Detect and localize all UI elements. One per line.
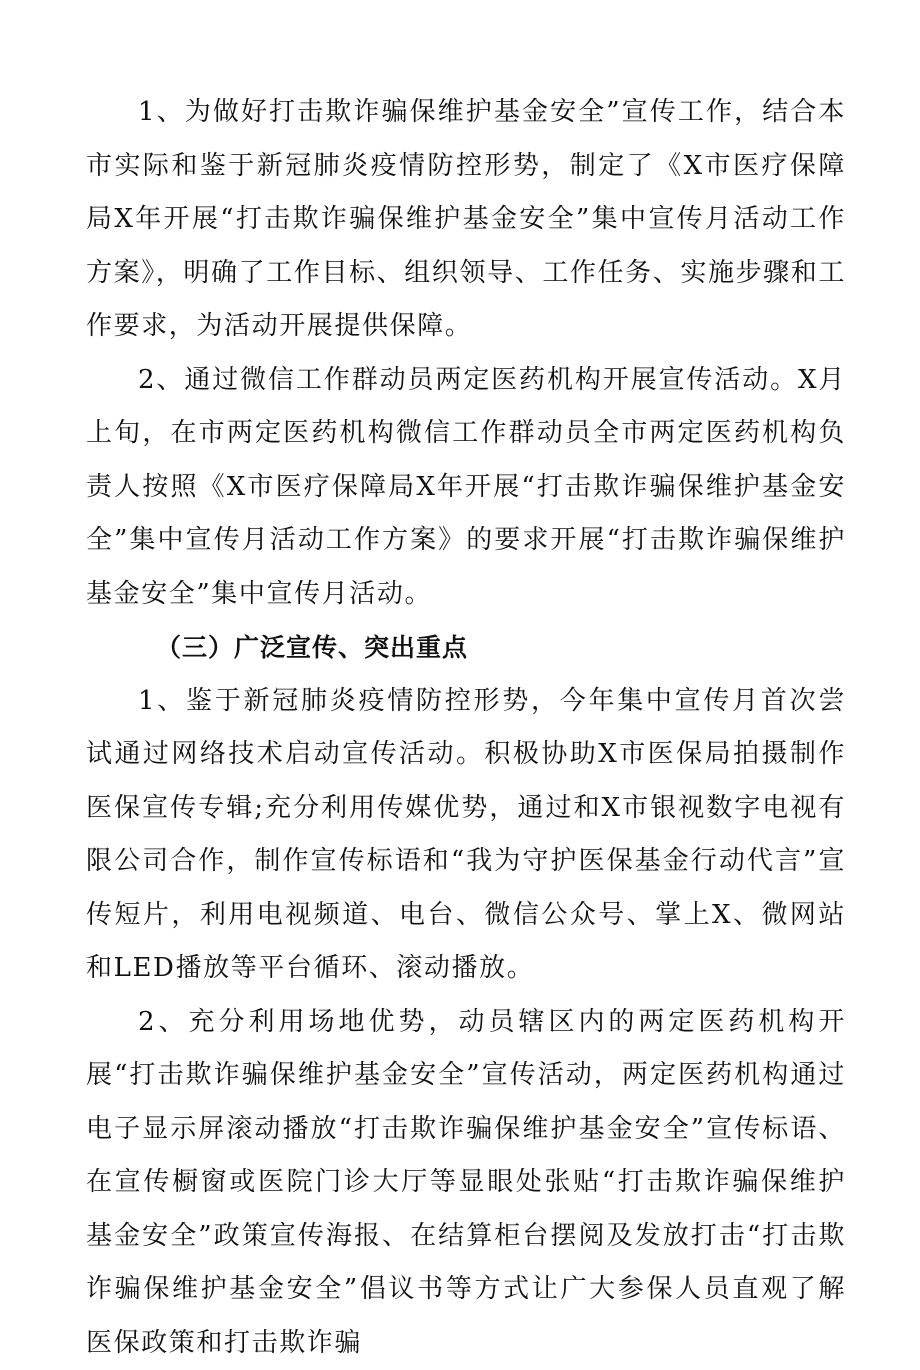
paragraph-wechat-mobilization: 2、通过微信工作群动员两定医药机构开展宣传活动。X月上旬，在市两定医药机构微信工作群动员全市两定医药机构负责人按照《X市医疗保障局X年开展“打击欺诈骗保维护基金安全”集中宣传月活动工作方案》的要求开展“打击欺诈骗保维护基金安全”集中宣传月活动。 (86, 354, 846, 622)
document-body (86, 86, 846, 1370)
section-heading: （三）广泛宣传、突出重点 (86, 621, 846, 675)
paragraph-plan-formulation: 1、为做好打击欺诈骗保维护基金安全”宣传工作，结合本市实际和鉴于新冠肺炎疫情防控形势，制定了《X市医疗保障局X年开展“打击欺诈骗保维护基金安全”集中宣传月活动工作方案》，明确了工作目标、组织领导、工作任务、实施步骤和工作要求，为活动开展提供保障。 (86, 86, 846, 354)
paragraph-venue-publicity: 2、充分利用场地优势，动员辖区内的两定医药机构开展“打击欺诈骗保维护基金安全”宣传活动，两定医药机构通过电子显示屏滚动播放“打击欺诈骗保维护基金安全”宣传标语、在宣传橱窗或医院门诊大厅等显眼处张贴“打击欺诈骗保维护基金安全”政策宣传海报、在结算柜台摆阅及发放打击“打击欺诈骗保维护基金安全”倡议书等方式让广大参保人员直观了解医保政策和打击欺诈骗 (86, 996, 846, 1370)
paragraph-network-publicity: 1、鉴于新冠肺炎疫情防控形势，今年集中宣传月首次尝试通过网络技术启动宣传活动。积极协助X市医保局拍摄制作医保宣传专辑;充分利用传媒优势，通过和X市银视数字电视有限公司合作，制作宣传标语和“我为守护医保基金行动代言”宣传短片，利用电视频道、电台、微信公众号、掌上X、微网站和LED播放等平台循环、滚动播放。 (86, 675, 846, 996)
